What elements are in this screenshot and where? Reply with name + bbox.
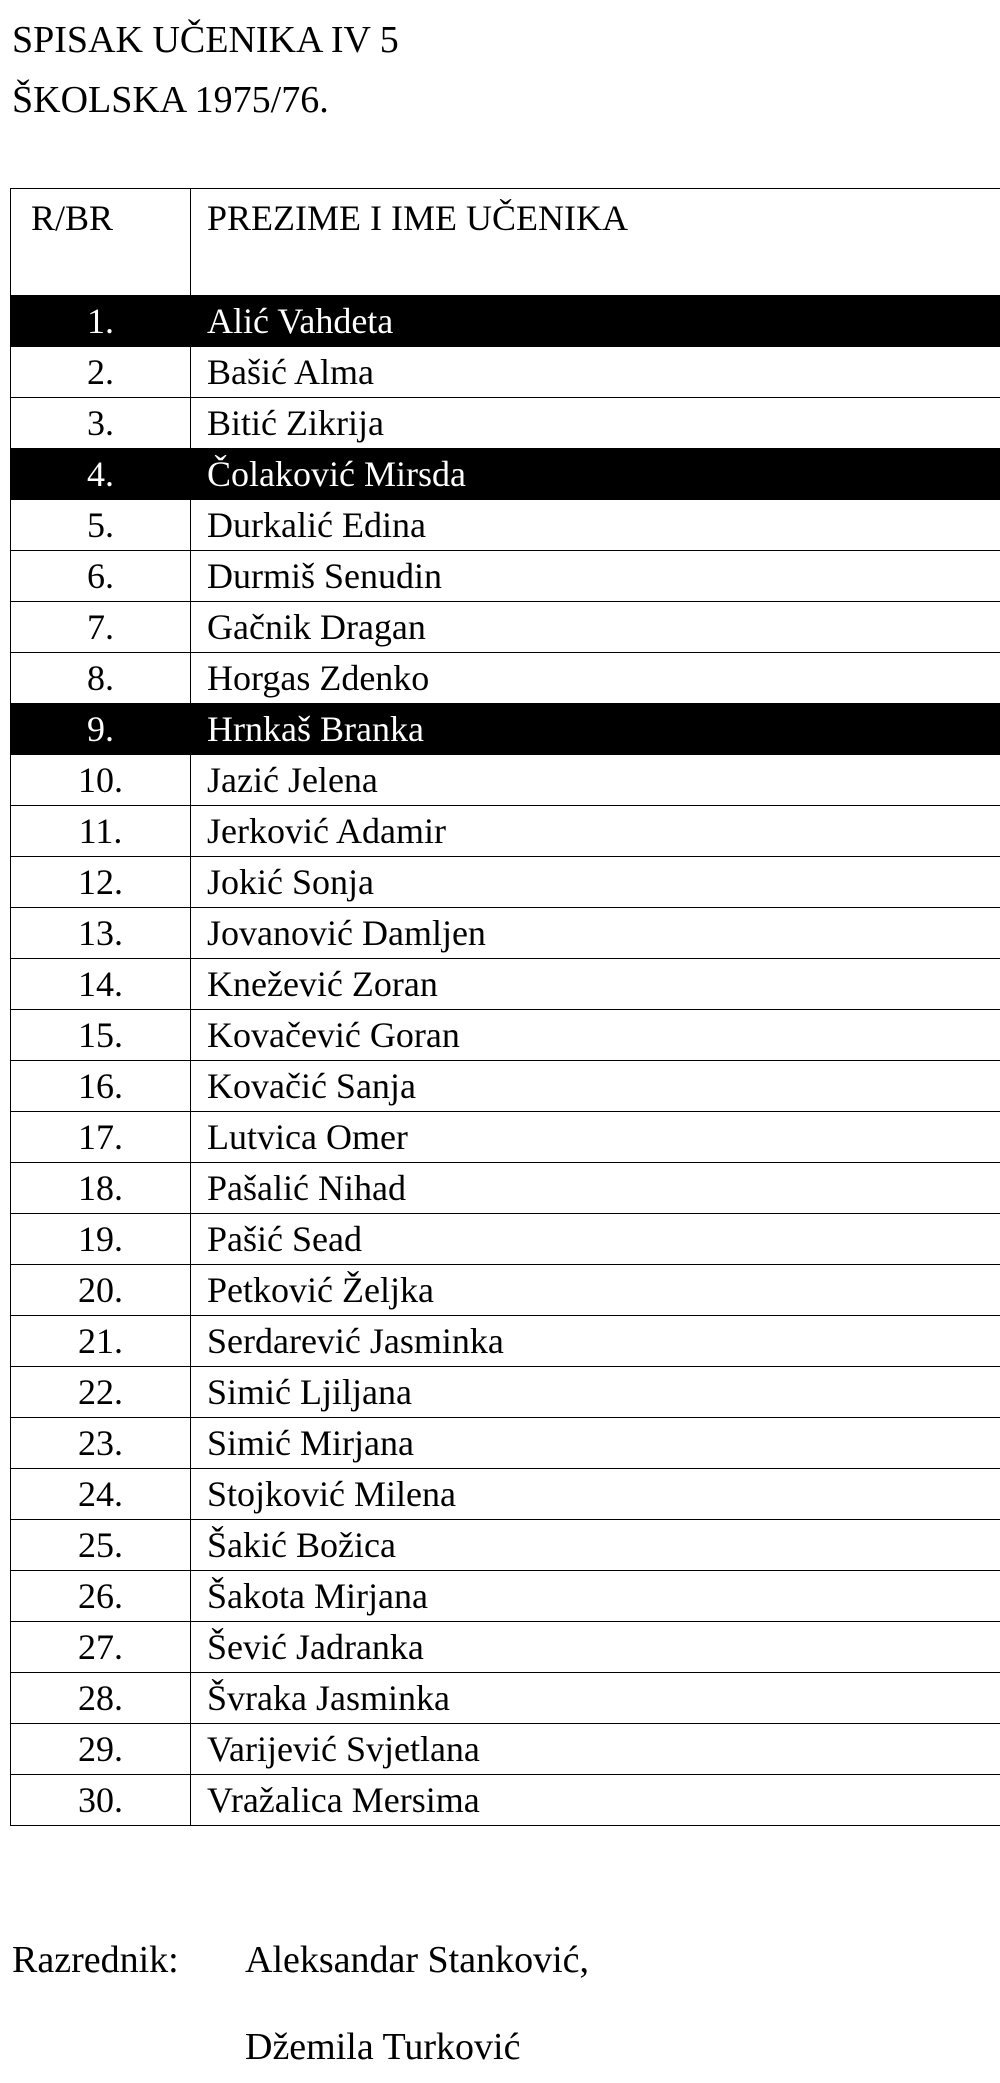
- table-row: [11, 1061, 1000, 1112]
- table-row: [11, 602, 1000, 653]
- table-row: [11, 1724, 1000, 1775]
- row-number: 10.: [11, 755, 191, 806]
- table-row: [11, 1112, 1000, 1163]
- row-number: 27.: [11, 1622, 191, 1673]
- column-header-number: R/BR: [11, 189, 191, 296]
- row-number: 18.: [11, 1163, 191, 1214]
- row-number: 11.: [11, 806, 191, 857]
- row-number: 19.: [11, 1214, 191, 1265]
- table-row: [11, 1265, 1000, 1316]
- student-name: Alić Vahdeta: [191, 296, 1000, 347]
- table-row: [11, 1418, 1000, 1469]
- row-number: 22.: [11, 1367, 191, 1418]
- table-row: [11, 1316, 1000, 1367]
- student-name: Gačnik Dragan: [191, 602, 1000, 653]
- table-row: [11, 959, 1000, 1010]
- student-name: Bašić Alma: [191, 347, 1000, 398]
- row-number: 12.: [11, 857, 191, 908]
- document-title: SPISAK UČENIKA IV 5: [12, 19, 399, 61]
- table-row: [11, 1673, 1000, 1724]
- class-teacher-label: Razrednik:: [12, 1939, 179, 1981]
- table-row: [11, 1214, 1000, 1265]
- student-name: Jokić Sonja: [191, 857, 1000, 908]
- roster-body: [11, 296, 1000, 1826]
- table-row: [11, 347, 1000, 398]
- row-number: 15.: [11, 1010, 191, 1061]
- row-number: 2.: [11, 347, 191, 398]
- table-row: [11, 704, 1000, 755]
- row-number: 20.: [11, 1265, 191, 1316]
- student-name: Jovanović Damljen: [191, 908, 1000, 959]
- student-name: Horgas Zdenko: [191, 653, 1000, 704]
- student-name: Bitić Zikrija: [191, 398, 1000, 449]
- table-row: [11, 296, 1000, 347]
- table-row: [11, 449, 1000, 500]
- table-row: [11, 653, 1000, 704]
- table-row: [11, 908, 1000, 959]
- student-name: Pašić Sead: [191, 1214, 1000, 1265]
- table-row: [11, 1367, 1000, 1418]
- student-name: Varijević Svjetlana: [191, 1724, 1000, 1775]
- student-name: Simić Ljiljana: [191, 1367, 1000, 1418]
- row-number: 1.: [11, 296, 191, 347]
- row-number: 6.: [11, 551, 191, 602]
- student-name: Durmiš Senudin: [191, 551, 1000, 602]
- table-row: [11, 551, 1000, 602]
- school-year-subtitle: ŠKOLSKA 1975/76.: [12, 79, 329, 121]
- row-number: 24.: [11, 1469, 191, 1520]
- table-row: [11, 1622, 1000, 1673]
- row-number: 8.: [11, 653, 191, 704]
- class-teacher-name-2: Džemila Turković: [245, 2026, 521, 2068]
- row-number: 5.: [11, 500, 191, 551]
- table-row: [11, 1010, 1000, 1061]
- table-row: [11, 1469, 1000, 1520]
- row-number: 7.: [11, 602, 191, 653]
- student-name: Kovačić Sanja: [191, 1061, 1000, 1112]
- student-name: Petković Željka: [191, 1265, 1000, 1316]
- student-name: Jerković Adamir: [191, 806, 1000, 857]
- table-row: [11, 398, 1000, 449]
- table-row: [11, 1571, 1000, 1622]
- row-number: 3.: [11, 398, 191, 449]
- row-number: 28.: [11, 1673, 191, 1724]
- student-name: Lutvica Omer: [191, 1112, 1000, 1163]
- student-name: Šević Jadranka: [191, 1622, 1000, 1673]
- table-row: [11, 755, 1000, 806]
- table-row: [11, 500, 1000, 551]
- row-number: 4.: [11, 449, 191, 500]
- student-name: Hrnkaš Branka: [191, 704, 1000, 755]
- table-row: [11, 1775, 1000, 1826]
- column-header-name: PREZIME I IME UČENIKA: [191, 189, 1000, 296]
- table-header-row: [11, 189, 1000, 296]
- table-row: [11, 1520, 1000, 1571]
- student-name: Durkalić Edina: [191, 500, 1000, 551]
- row-number: 17.: [11, 1112, 191, 1163]
- row-number: 9.: [11, 704, 191, 755]
- student-name: Knežević Zoran: [191, 959, 1000, 1010]
- table-row: [11, 857, 1000, 908]
- student-name: Švraka Jasminka: [191, 1673, 1000, 1724]
- row-number: 26.: [11, 1571, 191, 1622]
- student-name: Pašalić Nihad: [191, 1163, 1000, 1214]
- row-number: 29.: [11, 1724, 191, 1775]
- row-number: 14.: [11, 959, 191, 1010]
- student-name: Stojković Milena: [191, 1469, 1000, 1520]
- row-number: 30.: [11, 1775, 191, 1826]
- student-name: Šakota Mirjana: [191, 1571, 1000, 1622]
- student-name: Serdarević Jasminka: [191, 1316, 1000, 1367]
- row-number: 13.: [11, 908, 191, 959]
- row-number: 23.: [11, 1418, 191, 1469]
- row-number: 25.: [11, 1520, 191, 1571]
- student-name: Šakić Božica: [191, 1520, 1000, 1571]
- student-name: Vražalica Mersima: [191, 1775, 1000, 1826]
- row-number: 16.: [11, 1061, 191, 1112]
- row-number: 21.: [11, 1316, 191, 1367]
- class-teacher-name-1: Aleksandar Stanković,: [245, 1939, 590, 1981]
- table-row: [11, 806, 1000, 857]
- student-name: Kovačević Goran: [191, 1010, 1000, 1061]
- student-name: Jazić Jelena: [191, 755, 1000, 806]
- student-name: Simić Mirjana: [191, 1418, 1000, 1469]
- student-name: Čolaković Mirsda: [191, 449, 1000, 500]
- student-roster-table: [10, 188, 1000, 1826]
- table-row: [11, 1163, 1000, 1214]
